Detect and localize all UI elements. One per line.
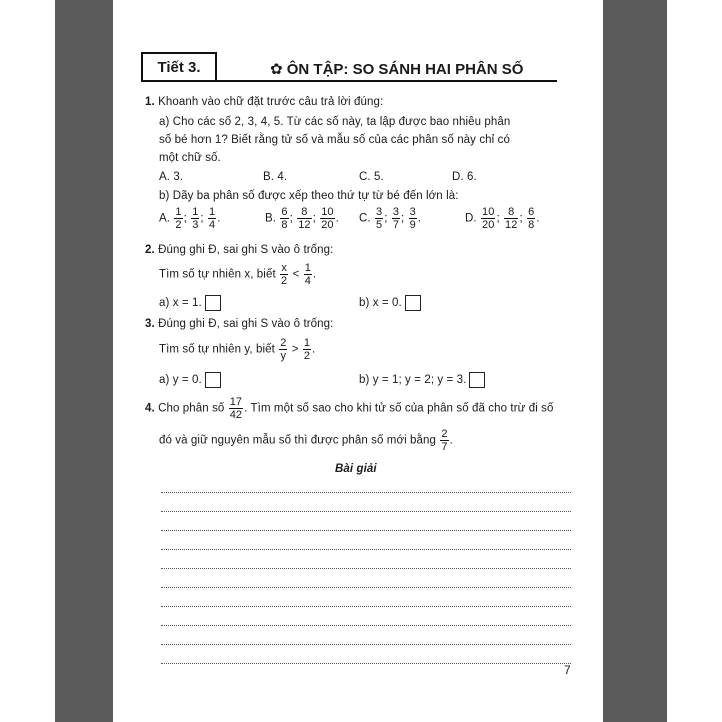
answer-line[interactable] [161,587,571,588]
question-2-condition: Tìm số tự nhiên x, biết $\frac{x}{2}$ < $\frac{1}{4}$ . [159,262,317,287]
question-2a: a) x = 1. [159,295,221,311]
question-3-prompt [145,318,333,330]
fraction: $\frac{1}{4}$ [304,262,311,287]
less-than-sign: < [292,268,300,281]
question-3-instruction: Đúng ghi Đ, sai ghi S vào ô trống: [158,318,334,330]
fraction: $\frac{10}{20}$ [482,206,495,231]
question-2b: b) x = 0. [359,295,421,311]
option-label: A. [159,212,171,225]
option-1a-C[interactable]: C. 5. [359,171,384,183]
answer-line[interactable] [161,663,571,664]
option-1a-B[interactable]: B. 4. [263,171,288,183]
option-label: B. [265,212,277,225]
page-title: ✿ ÔN TẬP: SO SÁNH HAI PHÂN SỐ [270,61,524,78]
answer-line[interactable] [161,530,571,531]
fraction: $\frac{2}{y}$ [280,337,287,362]
fraction: $\frac{8}{12}$ [298,206,311,231]
question-4-line-2: đó và giữ nguyên mẫu số thì được phân số mới bằng $\frac{2}{7}$ . [159,428,453,453]
answer-line[interactable] [161,644,571,645]
answer-box-2a[interactable] [205,295,221,311]
fraction: $\frac{3}{9}$ [409,206,416,231]
lesson-label: Tiết 3. [141,52,217,82]
question-2-prompt [145,244,333,256]
answer-line[interactable] [161,568,571,569]
question-3-condition: Tìm số tự nhiên y, biết $\frac{2}{y}$ > $\frac{1}{2}$ . [159,337,316,362]
option-label: C. [359,212,371,225]
question-1a-line-3: một chữ số. [159,152,221,164]
question-1-number: 1. [145,96,155,108]
option-1b-B[interactable]: B. $\frac{6}{8}$ ; $\frac{8}{12}$ ; $\frac{10}{20}$ . [265,206,339,231]
answer-line[interactable] [161,549,571,550]
question-3-number: 3. [145,318,155,330]
fraction: $\frac{1}{2}$ [175,206,182,231]
fraction: $\frac{8}{12}$ [505,206,518,231]
option-1b-C[interactable]: C. $\frac{3}{5}$ ; $\frac{3}{7}$ ; $\frac{3}{9}$ . [359,206,422,231]
question-1a-line-1: a) Cho các số 2, 3, 4, 5. Từ các số này, ta lập được bao nhiêu phân [159,116,511,128]
answer-box-2b[interactable] [405,295,421,311]
fraction: $\frac{3}{5}$ [376,206,383,231]
answer-box-3b[interactable] [469,372,485,388]
answer-line[interactable] [161,511,571,512]
fraction: $\frac{6}{8}$ [528,206,535,231]
answer-line[interactable] [161,625,571,626]
page-number: 7 [564,663,571,677]
title-underline [217,80,557,82]
question-3a: a) y = 0. [159,372,221,388]
fraction: $\frac{10}{20}$ [321,206,334,231]
fraction: $\frac{6}{8}$ [281,206,288,231]
question-2-instruction: Đúng ghi Đ, sai ghi S vào ô trống: [158,244,334,256]
question-1-instruction: Khoanh vào chữ đặt trước câu trả lời đúng: [158,96,384,108]
question-2-number: 2. [145,244,155,256]
question-1b-prompt: b) Dãy ba phân số được xếp theo thứ tự từ bé đến lớn là: [159,190,459,202]
fraction: $\frac{2}{7}$ [441,428,448,453]
answer-line[interactable] [161,492,571,493]
option-label: D. [465,212,477,225]
fraction: $\frac{x}{2}$ [281,262,288,287]
option-1a-D[interactable]: D. 6. [452,171,477,183]
fraction: $\frac{1}{3}$ [192,206,199,231]
option-1b-A[interactable]: A. $\frac{1}{2}$ ; $\frac{1}{3}$ ; $\frac{1}{4}$ . [159,206,221,231]
option-1a-A[interactable]: A. 3. [159,171,184,183]
answer-box-3a[interactable] [205,372,221,388]
fraction: $\frac{1}{4}$ [209,206,216,231]
question-3b: b) y = 1; y = 2; y = 3. [359,372,485,388]
question-4-number: 4. [145,402,155,415]
fraction: $\frac{1}{2}$ [303,337,311,362]
answer-line[interactable] [161,606,571,607]
option-1b-D[interactable]: D. $\frac{10}{20}$ ; $\frac{8}{12}$ ; $\frac{6}{8}$ . [465,206,540,231]
greater-than-sign: > [291,343,299,356]
fraction: $\frac{3}{7}$ [392,206,400,231]
question-4-line-1: 4. Cho phân số $\frac{17}{42}$ . Tìm một số sao cho khi tử số của phân số đã cho trừ đi số [145,396,554,421]
question-1a-line-2: số bé hơn 1? Biết rằng tử số và mẫu số của các phân số này chỉ có [159,134,510,146]
question-1-prompt [145,96,383,108]
fraction: $\frac{17}{42}$ [229,396,243,421]
worksheet-page [113,0,603,722]
solution-heading: Bài giải [335,463,377,475]
